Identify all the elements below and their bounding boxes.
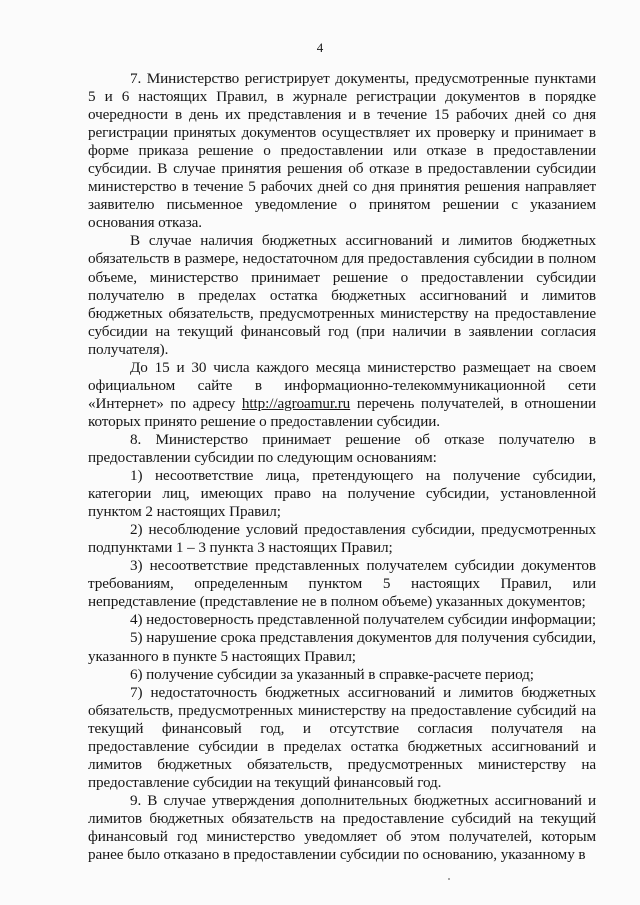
paragraph-7-registration: 7. Министерство регистрирует документы, предусмотренные пунктами 5 и 6 настоящих Правил, в журнале регистрации документов в порядке очередности в день их представления и в течение 15 рабочих дней со дня регистрации принятых документов осуществляет их проверку и принимает в форме приказа решение о предоставлении или отказе в предоставлении субсидии. В случае принятия решения об отказе в предоставлении субсидии министерство в течение 5 рабочих дней со дня принятия решения направляет заявителю письменное уведомление о принятом решении с указанием основания отказа. — [88, 70, 596, 232]
refusal-ground-6: 6) получение субсидии за указанный в справке-расчете период; — [130, 665, 534, 683]
document-body — [88, 70, 596, 864]
refusal-ground-5: 5) нарушение срока представления документов для получения субсидии, указанного в пункте 5 настоящих Правил; — [88, 629, 596, 665]
refusal-ground-4: 4) недостоверность представленной получателем субсидии информации; — [130, 611, 596, 629]
refusal-ground-1: 1) несоответствие лица, претендующего на получение субсидии, категории лиц, имеющих право на получение субсидии, установленной пунктом 2 настоящих Правил; — [88, 467, 596, 521]
scan-artifact-dot — [448, 878, 450, 880]
refusal-ground-2: 2) несоблюдение условий предоставления субсидии, предусмотренных подпунктами 1 – 3 пункта 3 настоящих Правил; — [88, 521, 596, 557]
publication-text-after-link: перечень получателей, в отношении которых принято решение о предоставлении субсидии. — [88, 394, 597, 430]
paragraph-9-additional-allocations: 9. В случае утверждения дополнительных бюджетных ассигнований и лимитов бюджетных обязательств на предоставление субсидий на текущий финансовый год министерство уведомляет об этом получателей, которым ранее было отказано в предоставлении субсидии по основанию, указанному в — [88, 791, 596, 864]
paragraph-publication — [88, 359, 596, 431]
publication-text-before-link: До 15 и 30 числа каждого месяца министерство размещает на своем официальном сайте в информационно-телекоммуникационной сети «Интернет» по адресу — [88, 358, 596, 412]
paragraph-insufficient-funds: В случае наличия бюджетных ассигнований и лимитов бюджетных обязательств в размере, недостаточном для предоставления субсидии в полном объеме, министерство принимает решение о предоставлении субсидии получателю в пределах остатка бюджетных ассигнований и лимитов бюджетных обязательств, предусмотренных министерству на предоставление субсидии на текущий финансовый год (при наличии в заявлении согласия получателя). — [88, 232, 596, 358]
refusal-ground-3: 3) несоответствие представленных получателем субсидии документов требованиям, определенным пунктом 5 настоящих Правил, или непредставление (представление не в полном объеме) указанных документов; — [88, 557, 596, 611]
agroamur-website-link[interactable]: http://agroamur.ru — [241, 394, 351, 412]
paragraph-8-refusal-grounds: 8. Министерство принимает решение об отказе получателю в предоставлении субсидии по следующим основаниям: — [88, 430, 596, 466]
page-number: 4 — [316, 40, 324, 55]
refusal-ground-7: 7) недостаточность бюджетных ассигнований и лимитов бюджетных обязательств, предусмотренных министерству на предоставление субсидий на текущий финансовый год, и отсутствие согласия получателя на предоставление субсидии в пределах остатка бюджетных ассигнований и лимитов бюджетных обязательств, предусмотренных министерству на предоставление субсидии на текущий финансовый год. — [88, 683, 596, 791]
